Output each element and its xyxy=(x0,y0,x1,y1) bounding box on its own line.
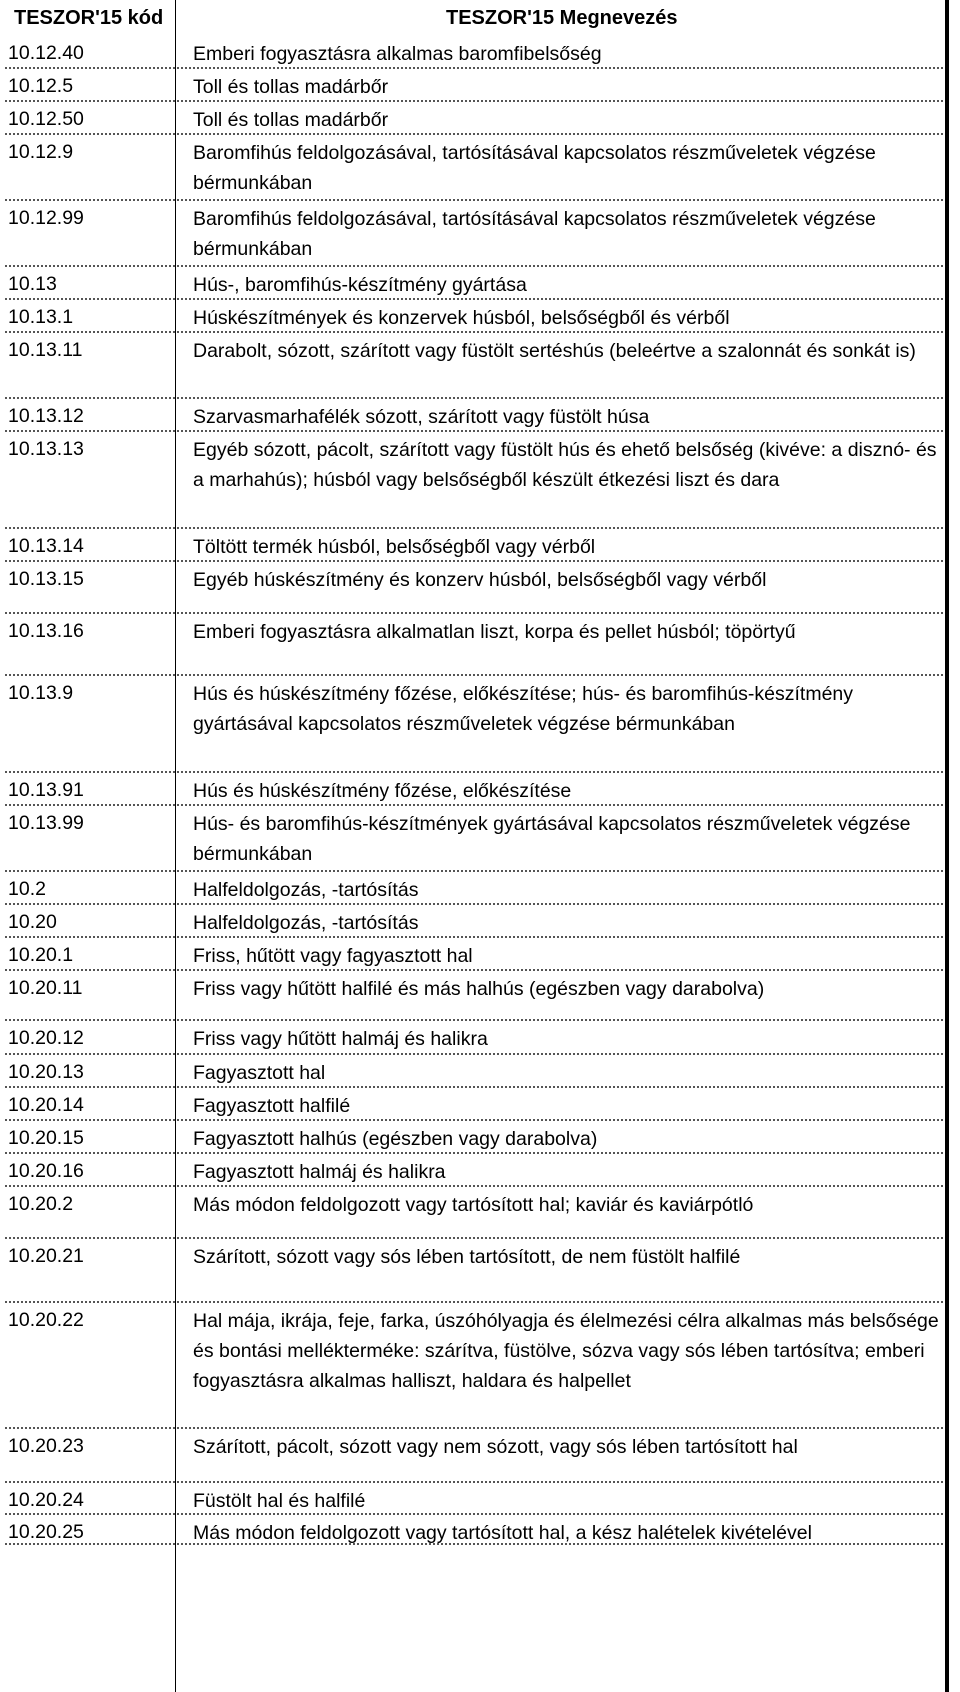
table-row xyxy=(0,1515,951,1545)
row-code: 10.13.91 xyxy=(8,779,84,801)
row-code: 10.20.13 xyxy=(8,1061,84,1083)
row-name: Fagyasztott halmáj és halikra xyxy=(193,1161,446,1183)
row-name: Fagyasztott halhús (egészben vagy darabolva) xyxy=(193,1128,598,1150)
table-row xyxy=(0,806,951,872)
row-name: Darabolt, sózott, szárított vagy füstölt sertéshús (beleértve a szalonnát és sonkát is) xyxy=(193,340,916,362)
row-name: Hús és húskészítmény főzése, előkészítése; hús- és baromfihús-készítmény gyártásával kapcsolatos részműveletek végzése bérmunkában xyxy=(193,683,854,735)
row-name: Egyéb húskészítmény és konzerv húsból, belsőségből vagy vérből xyxy=(193,569,767,591)
table-row xyxy=(0,36,951,69)
row-code: 10.13.16 xyxy=(8,620,84,642)
row-name: Friss vagy hűtött halmáj és halikra xyxy=(193,1028,488,1050)
table-row xyxy=(0,267,951,300)
row-code: 10.12.9 xyxy=(8,141,74,163)
row-name: Halfeldolgozás, -tartósítás xyxy=(193,879,419,901)
row-name: Friss vagy hűtött halfilé és más halhús (egészben vagy darabolva) xyxy=(193,978,765,1000)
table-row xyxy=(0,938,951,971)
row-name: Hal mája, ikrája, feje, farka, úszóhólyagja és élelmezési célra alkalmas más belsősége és bontási mellékterméke: szárítva, füstölve, sózva vagy sós lében tartósítva; emberi fogyasztásra alkalmas halliszt, haldara és halpellet xyxy=(193,1310,939,1392)
row-code: 10.13 xyxy=(8,273,57,295)
table-row xyxy=(0,69,951,102)
table-row xyxy=(0,562,951,614)
row-code: 10.12.50 xyxy=(8,108,84,130)
header-code: TESZOR'15 kód xyxy=(14,7,164,29)
row-code: 10.20 xyxy=(8,911,57,933)
table-row xyxy=(0,1429,951,1483)
row-code: 10.13.1 xyxy=(8,306,74,328)
row-name: Toll és tollas madárbőr xyxy=(193,76,389,98)
row-code: 10.20.25 xyxy=(8,1521,84,1543)
row-name: Füstölt hal és halfilé xyxy=(193,1490,366,1512)
row-name: Más módon feldolgozott vagy tartósított hal, a kész halételek kivételével xyxy=(193,1522,812,1544)
row-name: Hús- és baromfihús-készítmények gyártásával kapcsolatos részműveletek végzése bérmunkában xyxy=(193,813,911,865)
row-name: Baromfihús feldolgozásával, tartósításával kapcsolatos részműveletek végzése bérmunkában xyxy=(193,208,876,260)
table-row xyxy=(0,1021,951,1055)
table-body xyxy=(0,36,951,1545)
table-row xyxy=(0,872,951,905)
row-name: Hús-, baromfihús-készítmény gyártása xyxy=(193,274,527,296)
row-code: 10.13.12 xyxy=(8,405,84,427)
row-name: Egyéb sózott, pácolt, szárított vagy füstölt hús és ehető belsőség (kivéve: a disznó- és a marhahús); húsból vagy belsőségből készült étkezési liszt és dara xyxy=(193,439,937,491)
row-name: Friss, hűtött vagy fagyasztott hal xyxy=(193,945,473,967)
row-code: 10.12.40 xyxy=(8,42,84,64)
row-name: Baromfihús feldolgozásával, tartósításával kapcsolatos részműveletek végzése bérmunkában xyxy=(193,142,876,194)
table-row xyxy=(0,135,951,201)
table-row xyxy=(0,773,951,806)
row-code: 10.13.9 xyxy=(8,682,74,704)
row-code: 10.20.24 xyxy=(8,1489,84,1511)
row-code: 10.20.1 xyxy=(8,944,74,966)
table-right-border xyxy=(945,0,949,1692)
row-code: 10.13.99 xyxy=(8,812,84,834)
row-code: 10.20.11 xyxy=(8,977,83,999)
row-name: Emberi fogyasztásra alkalmas baromfibelsőség xyxy=(193,43,602,65)
row-code: 10.20.16 xyxy=(8,1160,84,1182)
row-code: 10.13.11 xyxy=(8,339,83,361)
table-row xyxy=(0,905,951,938)
row-code: 10.20.12 xyxy=(8,1027,84,1049)
table-row xyxy=(0,1483,951,1515)
table-row xyxy=(0,1187,951,1239)
table-row xyxy=(0,333,951,399)
table-row xyxy=(0,1088,951,1121)
table-row xyxy=(0,432,951,529)
row-name: Húskészítmények és konzervek húsból, belsőségből és vérből xyxy=(193,307,730,329)
table-row xyxy=(0,1154,951,1187)
row-name: Hús és húskészítmény főzése, előkészítése xyxy=(193,780,572,802)
table-row xyxy=(0,529,951,562)
row-name: Töltött termék húsból, belsőségből vagy vérből xyxy=(193,536,596,558)
row-name: Szarvasmarhafélék sózott, szárított vagy füstölt húsa xyxy=(193,406,650,428)
table-row xyxy=(0,102,951,135)
table-row xyxy=(0,971,951,1021)
row-name: Más módon feldolgozott vagy tartósított hal; kaviár és kaviárpótló xyxy=(193,1194,754,1216)
header-name: TESZOR'15 Megnevezés xyxy=(446,7,678,29)
row-code: 10.13.13 xyxy=(8,438,84,460)
table-row xyxy=(0,614,951,676)
row-code: 10.2 xyxy=(8,878,46,900)
table-row xyxy=(0,201,951,267)
table-row xyxy=(0,676,951,773)
row-name: Toll és tollas madárbőr xyxy=(193,109,389,131)
row-name: Fagyasztott hal xyxy=(193,1062,326,1084)
row-name: Fagyasztott halfilé xyxy=(193,1095,351,1117)
table-row xyxy=(0,399,951,432)
row-name: Halfeldolgozás, -tartósítás xyxy=(193,912,419,934)
row-code: 10.20.22 xyxy=(8,1309,84,1331)
row-code: 10.20.23 xyxy=(8,1435,84,1457)
row-code: 10.13.15 xyxy=(8,568,84,590)
table-row xyxy=(0,1239,951,1303)
row-code: 10.20.21 xyxy=(8,1245,84,1267)
table-row xyxy=(0,1303,951,1429)
row-code: 10.13.14 xyxy=(8,535,84,557)
row-code: 10.12.99 xyxy=(8,207,84,229)
row-name: Emberi fogyasztásra alkalmatlan liszt, korpa és pellet húsból; töpörtyű xyxy=(193,621,796,643)
column-divider xyxy=(175,0,176,1692)
row-name: Szárított, pácolt, sózott vagy nem sózott, vagy sós lében tartósított hal xyxy=(193,1436,798,1458)
row-code: 10.20.15 xyxy=(8,1127,84,1149)
table-row xyxy=(0,1121,951,1154)
row-code: 10.12.5 xyxy=(8,75,74,97)
row-name: Szárított, sózott vagy sós lében tartósított, de nem füstölt halfilé xyxy=(193,1246,741,1268)
row-code: 10.20.2 xyxy=(8,1193,74,1215)
table-row xyxy=(0,300,951,333)
table-row xyxy=(0,1055,951,1088)
row-code: 10.20.14 xyxy=(8,1094,84,1116)
table-header xyxy=(0,0,951,36)
